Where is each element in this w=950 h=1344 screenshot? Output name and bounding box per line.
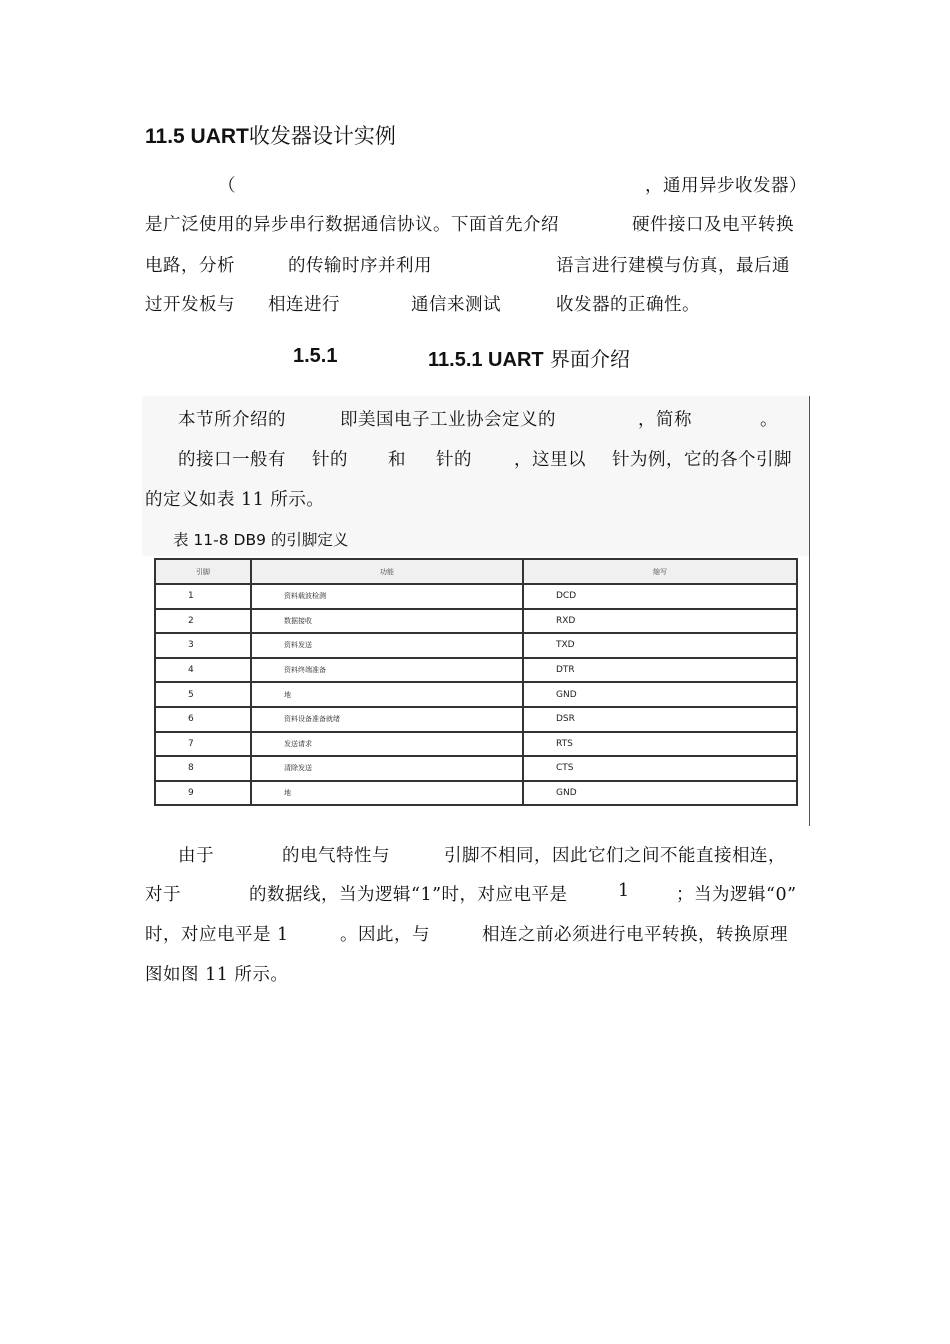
pin-function: 资料载波检测	[251, 584, 523, 609]
after-text: 相连之前必须进行电平转换，转换原理	[482, 925, 788, 945]
header-abbrev: 缩写	[523, 559, 797, 584]
pin-abbrev: CTS	[523, 756, 797, 781]
intro-text: 硬件接口及电平转换	[632, 215, 794, 235]
after-text: 。因此，与	[340, 925, 430, 945]
intro-text: （	[218, 176, 236, 196]
pin-number: 5	[155, 682, 251, 707]
intro-text: 电路，分析	[145, 256, 235, 276]
pin-function: 数据接收	[251, 609, 523, 634]
box-text: 本节所介绍的	[178, 410, 286, 430]
subsection-number-left: 1.5.1	[293, 345, 338, 367]
intro-text: 语言进行建模与仿真，最后通	[556, 256, 790, 276]
table-right-rule	[809, 556, 810, 826]
pin-function: 地	[251, 781, 523, 806]
pin-number: 9	[155, 781, 251, 806]
box-text: 的定义如表 11 所示。	[145, 490, 325, 510]
pin-function: 清除发送	[251, 756, 523, 781]
pin-number: 7	[155, 732, 251, 757]
after-text: 对于	[145, 885, 181, 905]
pin-abbrev: TXD	[523, 633, 797, 658]
pin-number: 3	[155, 633, 251, 658]
box-text: 针的	[312, 450, 348, 470]
section-number: 11.5 UART	[145, 125, 249, 148]
box-text: 针的	[436, 450, 472, 470]
intro-text: 收发器的正确性。	[556, 295, 700, 315]
after-text: 引脚不相同，因此它们之间不能直接相连，	[444, 846, 786, 866]
after-text: 的数据线，当为逻辑“1”时，对应电平是	[249, 885, 568, 905]
table-row	[155, 584, 797, 609]
pin-function: 发送请求	[251, 732, 523, 757]
pin-abbrev: RXD	[523, 609, 797, 634]
box-text: ，这里以	[514, 450, 586, 470]
pin-function: 资料设备准备就绪	[251, 707, 523, 732]
after-text: 时，对应电平是 1	[145, 925, 289, 945]
table-row	[155, 732, 797, 757]
section-heading	[145, 120, 396, 150]
box-text: 和	[388, 450, 406, 470]
pin-abbrev: RTS	[523, 732, 797, 757]
intro-text: 过开发板与	[145, 295, 235, 315]
box-text: 即美国电子工业协会定义的	[340, 410, 556, 430]
after-text: 的电气特性与	[282, 846, 390, 866]
pin-number: 8	[155, 756, 251, 781]
pin-function: 资料发送	[251, 633, 523, 658]
pin-abbrev: DTR	[523, 658, 797, 683]
pin-abbrev: GND	[523, 781, 797, 806]
header-pin: 引脚	[155, 559, 251, 584]
intro-text: ，通用异步收发器）	[645, 176, 807, 196]
intro-text: 通信来测试	[411, 295, 501, 315]
table-row	[155, 633, 797, 658]
intro-text: 相连进行	[268, 295, 340, 315]
pin-abbrev: DCD	[523, 584, 797, 609]
table-row	[155, 658, 797, 683]
box-text: 。	[760, 410, 778, 430]
pin-table-body	[155, 559, 797, 805]
table-row	[155, 609, 797, 634]
pin-number: 4	[155, 658, 251, 683]
pin-function: 地	[251, 682, 523, 707]
pin-number: 1	[155, 584, 251, 609]
subsection-title: 11.5.1 UART 界面介绍	[428, 347, 630, 371]
pin-function: 资料终端准备	[251, 658, 523, 683]
pin-abbrev: GND	[523, 682, 797, 707]
intro-text: 是广泛使用的异步串行数据通信协议。下面首先介绍	[145, 215, 559, 235]
box-text: 针为例，它的各个引脚	[612, 450, 792, 470]
pin-abbrev: DSR	[523, 707, 797, 732]
after-text: ；当为逻辑“0”	[676, 885, 797, 905]
table-row	[155, 707, 797, 732]
header-function: 功能	[251, 559, 523, 584]
intro-text: 的传输时序并利用	[288, 256, 432, 276]
pin-definition-table	[154, 558, 798, 806]
table-header-row	[155, 559, 797, 584]
table-row	[155, 756, 797, 781]
pin-number: 2	[155, 609, 251, 634]
pin-number: 6	[155, 707, 251, 732]
box-text: ，简称	[638, 410, 692, 430]
box-text: 的接口一般有	[178, 450, 286, 470]
table-row	[155, 682, 797, 707]
after-text: 由于	[178, 846, 214, 866]
after-text: 图如图 11 所示。	[145, 965, 289, 985]
section-title: 收发器设计实例	[248, 124, 396, 148]
table-caption: 表 11-8 DB9 的引脚定义	[173, 531, 349, 549]
after-text: 1	[618, 881, 630, 901]
table-row	[155, 781, 797, 806]
